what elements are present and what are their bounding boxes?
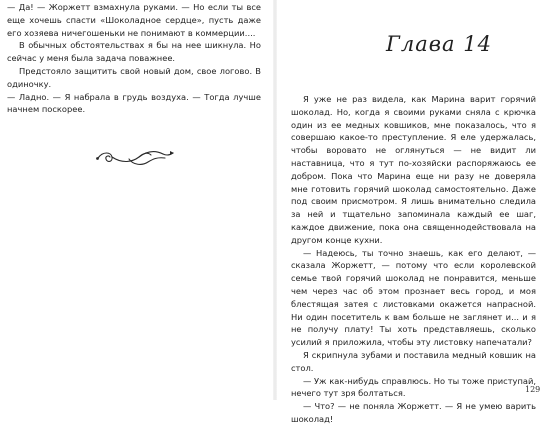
paragraph: — Уж как-нибудь справлюсь. Но ты тоже приступай, нечего тут зря болтаться. — [291, 375, 536, 399]
paragraph: — Да! — Жоржетт взмахнула руками. — Но если ты все еще хочешь спасти «Шоколадное сердце», пусть даже его хозяева ничегошеньки не понимают в коммерции.... — [7, 2, 261, 38]
left-page-text — [7, 1, 261, 116]
chapter-title: Глава 14 — [386, 32, 492, 56]
paragraph: В обычных обстоятельствах я бы на нее шикнула. Но сейчас у меня была задача поважнее. — [7, 40, 261, 64]
right-page-text — [291, 93, 536, 426]
paragraph: — Надеюсь, ты точно знаешь, как его делают, — сказала Жоржетт, — потому что если королевской семье твой горячий шоколад не понравится, меньше чем через час об этом прознает весь город, и моя блестящая затея с листовками окажется напрасной. Ни один посетитель к вам больше не заглянет и... и я не получу плату! Ты хоть представляешь, сколько усилий я приложила, чтобы эту листовку напечатали? — [291, 247, 536, 348]
paragraph: Я скрипнула зубами и поставила медный ковшик на стол. — [291, 349, 536, 373]
paragraph: Я уже не раз видела, как Марина варит горячий шоколад. Но, когда я своими руками сняла с крючка один из ее медных ковшиков, мне показалось, что я совершаю какое-то преступление. Я еле удержалась, чтобы воровато не оглянуться — не видит ли наставница, что я тут по-хозяйски распоряжаюсь ее добром. Пока что Марина еще ни разу не доверяла мне готовить горячий шоколад самостоятельно. Даже под своим присмотром. Я лишь внимательно следила за ней и тщательно запоминала каждый ее шаг, каждое движение, пока она священнодействовала на другом конце кухни. — [291, 94, 536, 245]
page-number: 129 — [525, 385, 541, 394]
paragraph: — Что? — не поняла Жоржетт. — Я не умею варить шоколад! — [291, 401, 536, 424]
paragraph: — Ладно. — Я набрала в грудь воздуха. — Тогда лучше начнем поскорее. — [7, 91, 261, 115]
paragraph: Предстояло защитить свой новый дом, свое логово. В одиночку. — [7, 65, 261, 89]
flourish-ornament-icon — [95, 143, 177, 169]
left-page — [0, 0, 275, 400]
